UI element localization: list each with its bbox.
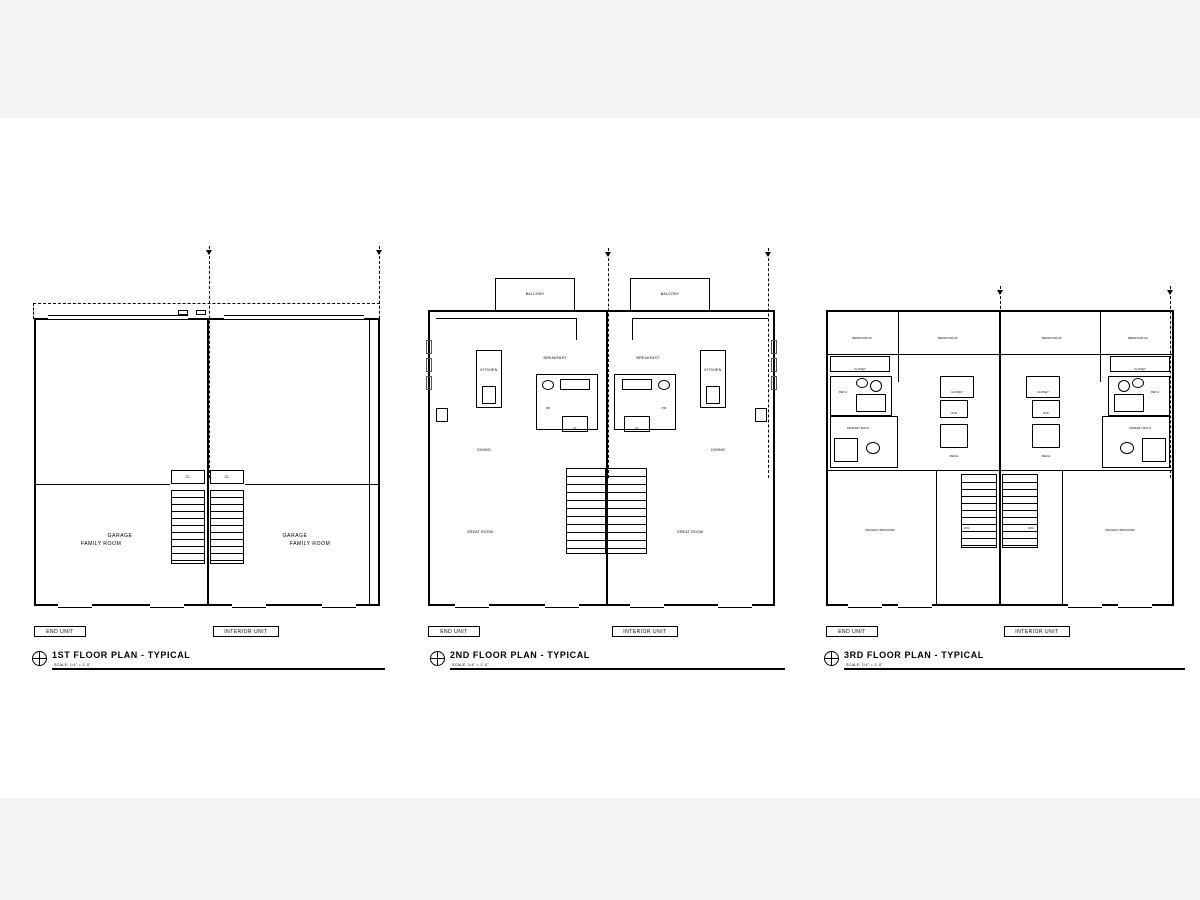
window-2-sill: [150, 607, 184, 608]
section-marker-3: [605, 252, 611, 257]
great-room-label-right: GREAT ROOM: [676, 530, 704, 534]
bedroom-label-2: BEDROOM #3: [938, 336, 958, 340]
window-right-2: [771, 358, 777, 372]
window-c3: [1068, 604, 1102, 606]
plan-first-floor: [0, 118, 400, 798]
primary-bedroom-label-right: PRIMARY BEDROOM: [1105, 528, 1135, 532]
wic-label-right: WIC: [1028, 526, 1034, 530]
counter-left: [560, 379, 590, 390]
window-c1-sill: [848, 607, 882, 608]
plan-second-floor: [400, 118, 800, 798]
section-marker-5: [997, 290, 1003, 295]
window-t4-sill: [1120, 311, 1154, 312]
stair-left-3: [961, 474, 997, 548]
stair-left-2: [566, 468, 606, 554]
range-left: [482, 386, 496, 404]
primary-toilet-left: [866, 442, 880, 454]
mech-label-right: MECH: [1041, 454, 1051, 458]
window-right-1: [771, 340, 777, 354]
refrigerator-left: [436, 408, 448, 422]
room-label-garage-end: GARAGE: [107, 533, 133, 539]
mech-label-left: MECH: [949, 454, 959, 458]
kitchen-label-right: KITCHEN: [704, 368, 722, 372]
unit-tag-end-3: END UNIT: [826, 626, 878, 637]
breakfast-label-right: BREAKFAST: [636, 356, 660, 360]
window-t3-sill: [1040, 311, 1074, 312]
plan-title-3: 3RD FLOOR PLAN - TYPICAL: [844, 650, 984, 660]
window-b4-sill: [718, 607, 752, 608]
water-heater-left: [178, 310, 188, 315]
sink-right: [1132, 378, 1144, 388]
window-b1-sill: [455, 607, 489, 608]
closet-label-3-2: CLOSET: [951, 390, 963, 394]
title-underline-2: [450, 668, 785, 670]
toilet-right: [658, 380, 670, 390]
window-1-sill: [58, 607, 92, 608]
window-t2: [926, 308, 960, 310]
bedroom-label-3: BEDROOM #3: [1042, 336, 1062, 340]
laundry-left: [940, 400, 968, 418]
window-right-3: [771, 376, 777, 390]
range-right: [706, 386, 720, 404]
balcony-label-right: BALCONY: [660, 292, 680, 296]
plan-title-1: 1ST FLOOR PLAN - TYPICAL: [52, 650, 191, 660]
garage-door-left: [48, 317, 188, 319]
window-3: [232, 604, 266, 606]
window-left-3: [426, 376, 432, 390]
section-marker-2: [376, 250, 382, 255]
toilet-left: [542, 380, 554, 390]
laundry-label-left: W/D: [951, 411, 957, 415]
plan-title-2: 2ND FLOOR PLAN - TYPICAL: [450, 650, 590, 660]
kitchen-label-left: KITCHEN: [480, 368, 498, 372]
garage-divider-right: [245, 484, 380, 485]
breakfast-label-left: BREAKFAST: [543, 356, 567, 360]
overhang-dashed-line: [33, 303, 380, 304]
window-b2-sill: [545, 607, 579, 608]
room-label-garage-interior: GARAGE: [282, 533, 308, 539]
unit-tag-end-1: END UNIT: [34, 626, 86, 637]
window-t3: [1040, 308, 1074, 310]
detail-bubble-1: [32, 651, 47, 666]
primary-toilet-right: [1120, 442, 1134, 454]
garage-door-right-line: [224, 315, 364, 316]
bedroom-band-divider-right: [1000, 354, 1174, 355]
party-wall-2: [606, 310, 608, 606]
window-4: [322, 604, 356, 606]
party-wall: [207, 318, 209, 606]
window-c4: [1118, 604, 1152, 606]
unit-tag-interior-3: INTERIOR UNIT: [1004, 626, 1070, 637]
window-b3-sill: [630, 607, 664, 608]
plan-scale-2: SCALE: 1/4" = 1'-0": [452, 663, 490, 667]
tub-left: [856, 394, 886, 412]
stair-left: [171, 490, 205, 564]
window-t1: [844, 308, 878, 310]
primary-bath-label-right: PRIMARY BATH: [1129, 426, 1151, 430]
right-inner-wall: [369, 318, 370, 606]
bedroom-partition-1: [898, 310, 899, 382]
closet-label-3-1: CLOSET: [854, 367, 866, 371]
soffit-left-return: [576, 318, 577, 340]
window-t1-sill: [844, 311, 878, 312]
window-2: [150, 604, 184, 606]
plan-scale-1: SCALE: 1/4" = 1'-0": [54, 663, 92, 667]
wic-partition-left: [936, 470, 937, 606]
garage-door-right: [224, 317, 364, 319]
detail-bubble-2: [430, 651, 445, 666]
window-left-1: [426, 340, 432, 354]
tub-right: [1114, 394, 1144, 412]
mech-right: [1032, 424, 1060, 448]
wic-label-left: WIC: [964, 526, 970, 530]
closet-label-left-2: CL: [573, 426, 577, 430]
section-marker-6: [1167, 290, 1173, 295]
shower-right: [1142, 438, 1166, 462]
closet-3-3: [1026, 376, 1060, 398]
garage-divider-left: [34, 484, 170, 485]
stair-right: [210, 490, 244, 564]
unit-tag-interior-1: INTERIOR UNIT: [213, 626, 279, 637]
closet-3-2: [940, 376, 974, 398]
bedroom-label-4: BEDROOM #2: [1128, 336, 1148, 340]
window-b2: [545, 604, 579, 606]
dining-label-left: DINING: [477, 448, 491, 452]
room-label-family-interior: FAMILY ROOM: [289, 541, 331, 547]
toilet-right-3: [1118, 380, 1130, 392]
closet-label-3-3: CLOSET: [1037, 390, 1049, 394]
window-c4-sill: [1118, 607, 1152, 608]
powder-label-left: PR: [545, 406, 551, 410]
section-marker-4: [765, 252, 771, 257]
powder-label-right: PR: [661, 406, 667, 410]
closet-label-right: CL: [224, 475, 230, 479]
window-c1: [848, 604, 882, 606]
window-b1: [455, 604, 489, 606]
laundry-label-right: W/D: [1043, 411, 1049, 415]
refrigerator-right: [755, 408, 767, 422]
window-t2-sill: [926, 311, 960, 312]
shower-left: [834, 438, 858, 462]
bedroom-partition-2: [1100, 310, 1101, 382]
soffit-right: [632, 318, 768, 319]
window-c3-sill: [1068, 607, 1102, 608]
stair-right-2: [607, 468, 647, 554]
soffit-right-return: [632, 318, 633, 340]
window-4-sill: [322, 607, 356, 608]
window-b3: [630, 604, 664, 606]
overhang-left-tick: [33, 303, 34, 319]
dining-label-right: DINING: [711, 448, 725, 452]
great-room-label-left: GREAT ROOM: [466, 530, 494, 534]
unit-tag-interior-2: INTERIOR UNIT: [612, 626, 678, 637]
window-t4: [1120, 308, 1154, 310]
bath-label-right: BATH: [1151, 390, 1159, 394]
window-c2-sill: [898, 607, 932, 608]
window-left-2: [426, 358, 432, 372]
bedroom-label-1: BEDROOM #2: [852, 336, 872, 340]
sink-left: [856, 378, 868, 388]
title-underline-3: [844, 668, 1185, 670]
water-heater-right: [196, 310, 206, 315]
plan-scale-3: SCALE: 1/4" = 1'-0": [846, 663, 884, 667]
wic-top-left: [936, 470, 999, 471]
mech-left: [940, 424, 968, 448]
closet-label-right-2: CL: [635, 426, 639, 430]
primary-bed-divider-left: [826, 470, 936, 471]
counter-right: [622, 379, 652, 390]
title-underline-1: [52, 668, 385, 670]
room-label-family-end: FAMILY ROOM: [80, 541, 122, 547]
balcony-label-left: BALCONY: [525, 292, 545, 296]
closet-label-3-4: CLOSET: [1134, 367, 1146, 371]
detail-bubble-3: [824, 651, 839, 666]
stair-right-3: [1002, 474, 1038, 548]
wic-top-right: [1000, 470, 1062, 471]
soffit-left: [436, 318, 576, 319]
bedroom-band-divider-left: [826, 354, 999, 355]
window-c2: [898, 604, 932, 606]
drawing-sheet: [0, 118, 1200, 798]
toilet-left-3: [870, 380, 882, 392]
primary-bath-label-left: PRIMARY BATH: [847, 426, 869, 430]
laundry-right: [1032, 400, 1060, 418]
section-marker-1: [206, 250, 212, 255]
bath-label-left: BATH: [839, 390, 847, 394]
window-b4: [718, 604, 752, 606]
window-1: [58, 604, 92, 606]
window-3-sill: [232, 607, 266, 608]
closet-label-left: CL: [185, 475, 191, 479]
wic-partition-right: [1062, 470, 1063, 606]
primary-bedroom-label-left: PRIMARY BEDROOM: [865, 528, 895, 532]
garage-door-left-line: [48, 315, 188, 316]
primary-bed-divider-right: [1062, 470, 1174, 471]
unit-tag-end-2: END UNIT: [428, 626, 480, 637]
plan-third-floor: [800, 118, 1200, 798]
